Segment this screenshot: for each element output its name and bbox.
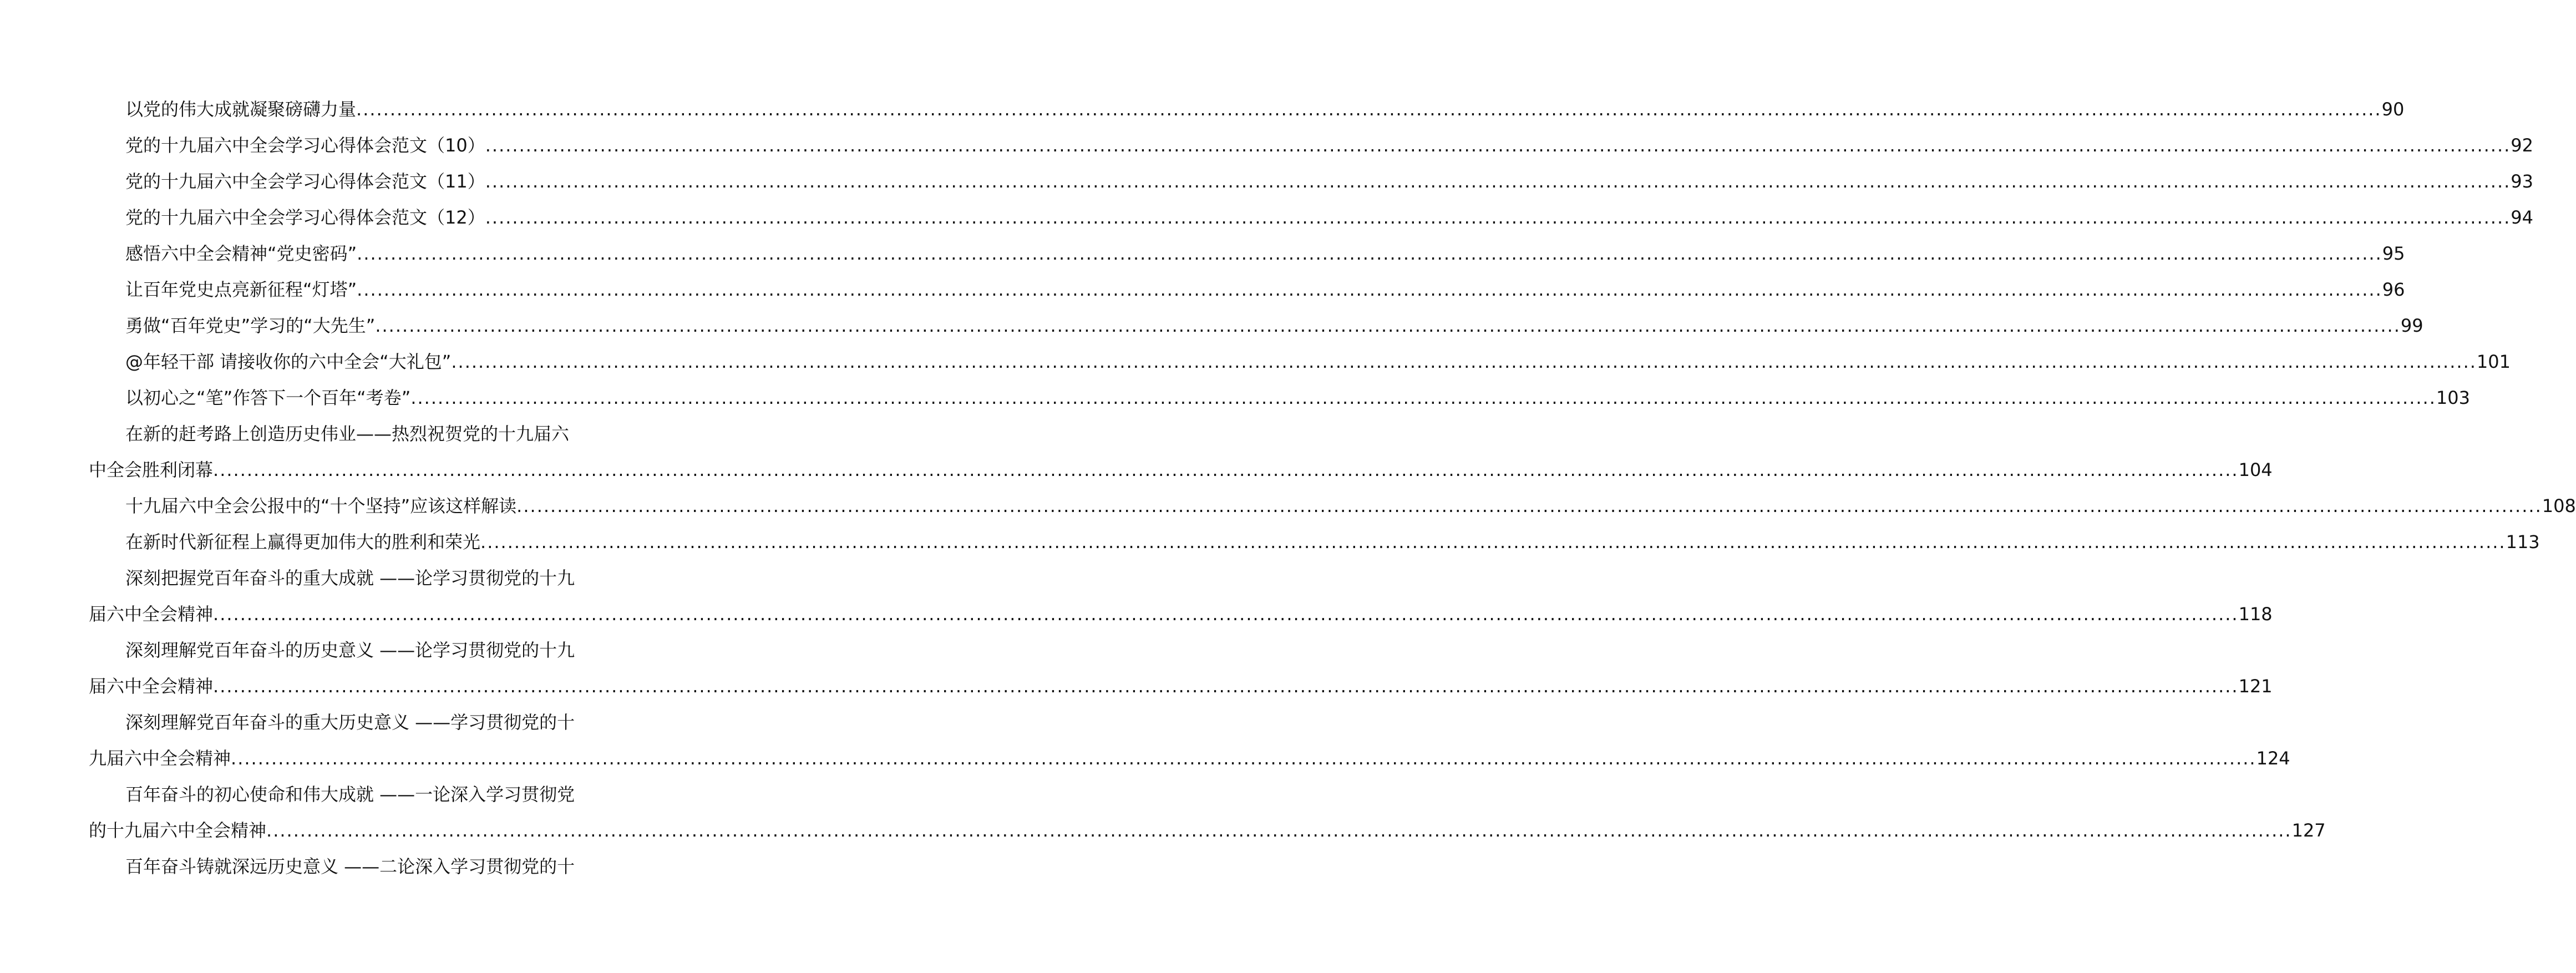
toc-entry (89, 380, 2470, 416)
toc-page-number: 95 (2382, 243, 2405, 264)
toc-entry-title: 让百年党史点亮新征程“灯塔” (125, 279, 357, 300)
toc-entry-continuation (89, 452, 2273, 488)
toc-leader-dots: ............................................................................................................................................................................................................................................................................................................ (485, 171, 2511, 192)
toc-entry-title: @年轻干部 请接收你的六中全会“大礼包” (125, 351, 452, 372)
toc-entry-title: 在新时代新征程上赢得更加伟大的胜利和荣光 (125, 531, 481, 553)
toc-leader-dots: ............................................................................................................................................................................................................................................................................................................ (451, 351, 2477, 372)
toc-page-number: 121 (2238, 676, 2273, 697)
toc-leader-dots: ............................................................................................................................................................................................................................................................................................................ (231, 748, 2256, 769)
toc-entry-title-cont: 中全会胜利闭幕 (89, 459, 214, 480)
toc-entry (89, 705, 602, 741)
toc-page-number: 90 (2381, 99, 2405, 120)
toc-entry (89, 777, 602, 813)
toc-entry-title: 党的十九届六中全会学习心得体会范文（12） (125, 207, 485, 228)
toc-entry (89, 488, 2576, 524)
toc-entry-title: 百年奋斗铸就深远历史意义 ——二论深入学习贯彻党的十 (125, 856, 575, 877)
toc-leader-dots: ............................................................................................................................................................................................................................................................................................................ (357, 279, 2382, 300)
toc-entry-title-cont: 九届六中全会精神 (89, 748, 231, 769)
toc-leader-dots: ............................................................................................................................................................................................................................................................................................................ (410, 387, 2436, 408)
toc-entry-title-cont: 届六中全会精神 (89, 604, 214, 625)
toc-page-number: 96 (2382, 279, 2405, 300)
toc-entry-continuation (89, 596, 2273, 632)
toc-entry (89, 849, 602, 885)
toc-page-number: 99 (2400, 315, 2423, 336)
toc-entry (89, 200, 2534, 236)
toc-entry (89, 128, 2534, 164)
toc-leader-dots: ............................................................................................................................................................................................................................................................................................................ (516, 495, 2542, 516)
toc-page-number: 124 (2256, 748, 2290, 769)
toc-page-number: 104 (2238, 459, 2273, 480)
toc-entry (89, 272, 2405, 308)
toc-entry (89, 524, 2540, 560)
toc-entry (89, 92, 2405, 128)
toc-entry-title-cont: 的十九届六中全会精神 (89, 820, 267, 841)
toc-page-number: 113 (2506, 531, 2540, 553)
toc-entry (89, 308, 2423, 344)
toc-leader-dots: ............................................................................................................................................................................................................................................................................................................ (375, 315, 2401, 336)
toc-entry (89, 416, 602, 452)
toc-page-number: 103 (2436, 387, 2470, 408)
toc-entry-title: 勇做“百年党史”学习的“大先生” (125, 315, 376, 336)
toc-entry-title: 感悟六中全会精神“党史密码” (125, 243, 357, 264)
toc-entry-title: 在新的赶考路上创造历史伟业——热烈祝贺党的十九届六 (125, 423, 570, 444)
toc-page-number: 108 (2542, 495, 2576, 516)
toc-entry-title-cont: 届六中全会精神 (89, 676, 214, 697)
toc-entry-continuation (89, 813, 2326, 849)
toc-entry (89, 344, 2511, 380)
toc-page-number: 94 (2511, 207, 2534, 228)
toc-leader-dots: ............................................................................................................................................................................................................................................................................................................ (357, 243, 2382, 264)
toc-entry-title: 深刻把握党百年奋斗的重大成就 ——论学习贯彻党的十九 (125, 567, 575, 589)
toc-page-number: 92 (2511, 135, 2534, 156)
toc-page-number: 118 (2238, 604, 2273, 625)
toc-entry (89, 560, 602, 596)
toc-entry (89, 632, 602, 668)
toc-entry-continuation (89, 741, 2290, 777)
toc-entry-title: 党的十九届六中全会学习心得体会范文（11） (125, 171, 485, 192)
toc-leader-dots: ............................................................................................................................................................................................................................................................................................................ (266, 820, 2292, 841)
toc-leader-dots: ............................................................................................................................................................................................................................................................................................................ (213, 604, 2239, 625)
toc-entry-title: 深刻理解党百年奋斗的重大历史意义 ——学习贯彻党的十 (125, 712, 575, 733)
toc-page-number: 93 (2511, 171, 2534, 192)
toc-entry-title: 以初心之“笔”作答下一个百年“考卷” (125, 387, 411, 408)
toc-entry-title: 党的十九届六中全会学习心得体会范文（10） (125, 135, 485, 156)
toc-leader-dots: ............................................................................................................................................................................................................................................................................................................ (213, 676, 2239, 697)
toc-entry (89, 164, 2534, 200)
toc-leader-dots: ............................................................................................................................................................................................................................................................................................................ (480, 531, 2506, 553)
table-of-contents (89, 92, 2576, 885)
toc-entry-title: 十九届六中全会公报中的“十个坚持”应该这样解读 (125, 495, 517, 516)
toc-entry-title: 以党的伟大成就凝聚磅礴力量 (125, 99, 357, 120)
toc-leader-dots: ............................................................................................................................................................................................................................................................................................................ (485, 135, 2511, 156)
toc-page-number: 101 (2476, 351, 2511, 372)
toc-entry-title: 百年奋斗的初心使命和伟大成就 ——一论深入学习贯彻党 (125, 784, 575, 805)
toc-leader-dots: ............................................................................................................................................................................................................................................................................................................ (356, 99, 2382, 120)
toc-page-number: 127 (2291, 820, 2326, 841)
toc-leader-dots: ............................................................................................................................................................................................................................................................................................................ (485, 207, 2511, 228)
toc-entry-continuation (89, 668, 2273, 705)
toc-entry (89, 236, 2405, 272)
toc-entry-title: 深刻理解党百年奋斗的历史意义 ——论学习贯彻党的十九 (125, 640, 575, 661)
toc-leader-dots: ............................................................................................................................................................................................................................................................................................................ (213, 459, 2239, 480)
